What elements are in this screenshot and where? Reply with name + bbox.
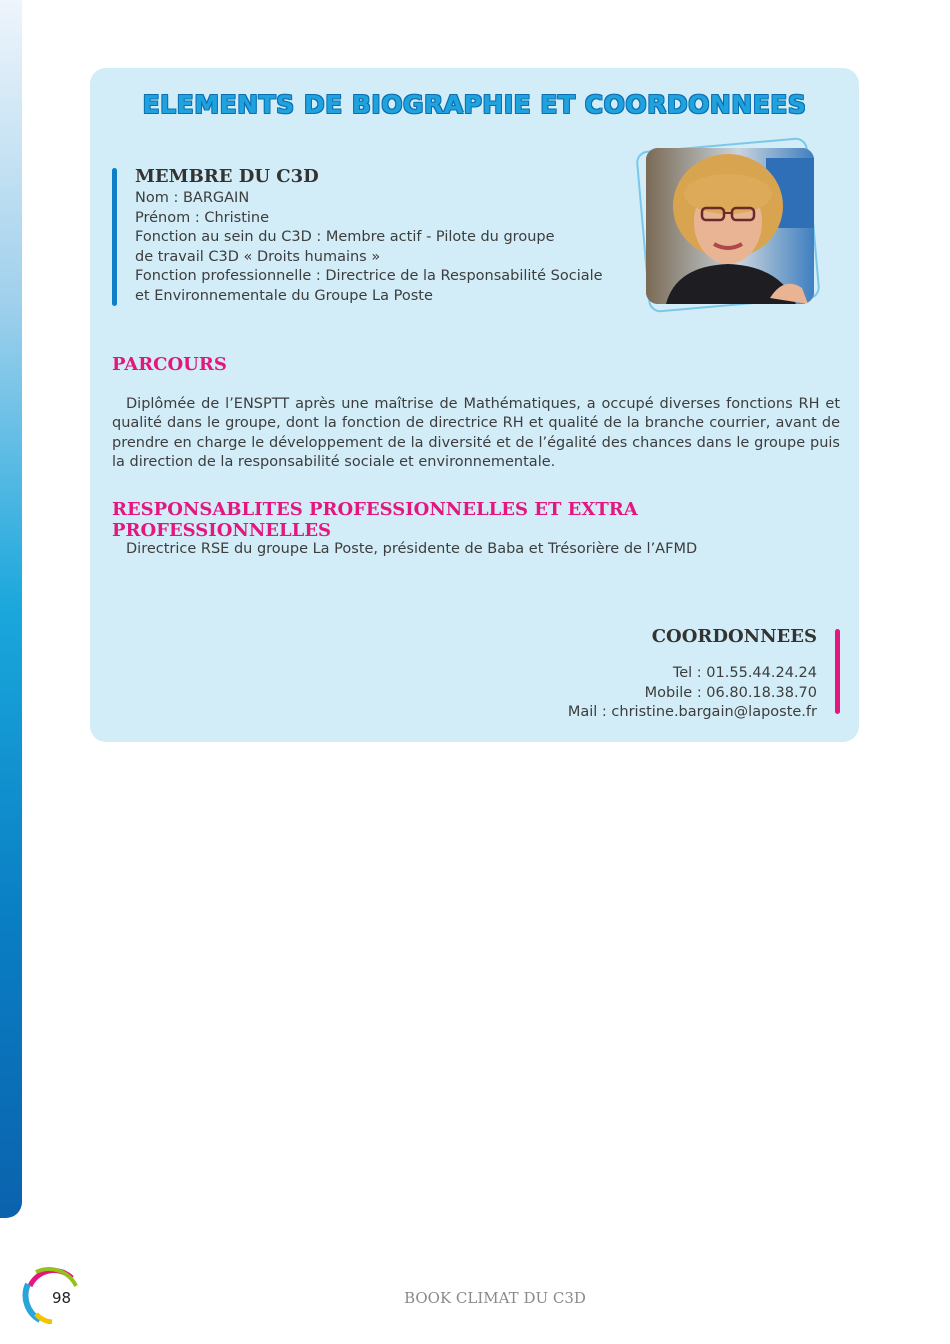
portrait-image [646, 148, 814, 304]
phone-line: Tel : 01.55.44.24.24 [672, 665, 817, 681]
coordonnees-accent-bar [835, 629, 840, 714]
member-info [135, 166, 605, 306]
member-line-name: Nom : BARGAIN [135, 190, 250, 206]
responsabilites-text: Directrice RSE du groupe La Poste, présidente de Baba et Trésorière de l’AFMD [126, 541, 698, 557]
member-line-function: Fonction au sein du C3D : Membre actif - Pilote du groupe [135, 229, 555, 245]
coordonnees-heading: COORDONNEES [651, 626, 817, 647]
member-line-function-cont: de travail C3D « Droits humains » [135, 248, 381, 265]
responsabilites-heading: RESPONSABLITES PROFESSIONNELLES ET EXTRA PROFESSIONNELLES [112, 499, 638, 541]
member-line-firstname: Prénom : Christine [135, 209, 270, 226]
member-line-profession-cont: et Environnementale du Groupe La Poste [135, 287, 433, 304]
email-line: Mail : christine.bargain@laposte.fr [567, 704, 817, 720]
footer-text: BOOK CLIMAT DU C3D [404, 1289, 586, 1307]
page-title: ELEMENTS DE BIOGRAPHIE ET COORDONNEES [142, 90, 807, 119]
member-line-profession: Fonction professionnelle : Directrice de la Responsabilité Sociale [135, 268, 603, 284]
page-number: 98 [52, 1289, 72, 1307]
member-heading: MEMBRE DU C3D [135, 166, 319, 187]
coordonnees-details [568, 664, 817, 723]
member-accent-bar [112, 168, 117, 306]
member-photo [646, 148, 814, 304]
parcours-heading: PARCOURS [112, 354, 227, 375]
parcours-text: Diplômée de l’ENSPTT après une maîtrise de Mathématiques, a occupé diverses fonctions RH et qualité dans le groupe, dont la fonction de directrice RH et qualité de la branche courrier, avant de prendre en charge le développement de la diversité et de l’égalité des chances dans le groupe puis la direction de la responsabilité sociale et environnementale. [112, 396, 840, 470]
biography-card [90, 68, 859, 742]
mobile-line: Mobile : 06.80.18.38.70 [644, 684, 817, 701]
side-gradient-bar [0, 0, 22, 1218]
